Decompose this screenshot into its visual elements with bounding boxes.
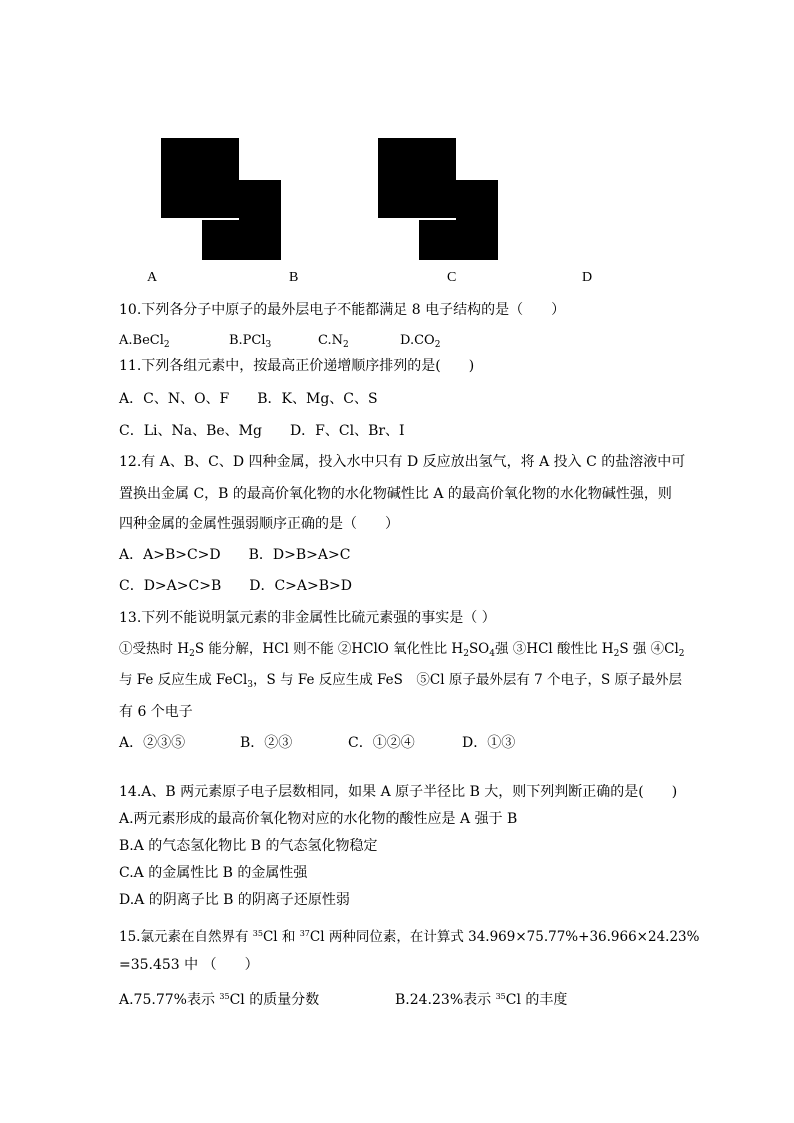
q13-stem: 13.下列不能说明氯元素的非金属性比硫元素强的事实是（ ） [119,610,496,626]
figure-square-small-2b [419,220,456,260]
q11-options-ab: A．C、N、O、F B．K、Mg、C、S [119,391,378,407]
q13-option-d: D．①③ [462,735,516,751]
q13-facts-line-3: 有 6 个电子 [119,704,193,720]
figure-square-small-1b [202,220,239,260]
q13-option-c: C．①②④ [348,735,415,751]
figure-label-d: D [582,270,593,285]
q15-options [119,988,567,1009]
figure-label-a: A [147,270,158,285]
q12-stem-line-1: 12.有 A、B、C、D 四种金属，投入水中只有 D 反应放出氢气，将 A 投入 C 的盐溶液中可 [119,454,686,470]
q14-option-c: C.A 的金属性比 B 的金属性强 [119,865,308,881]
q15-stem-line-1: 15.氯元素在自然界有 $^{35}$Cl 和 $^{37}$Cl 两种同位素，在计算式 34.969×75.77%+36.966×24.23% [119,929,700,945]
q13-option-a: A．②③⑤ [119,735,186,751]
figure-square-small-2a [456,180,498,260]
q10-option-b: B.PCl$_3$ [229,333,272,350]
q13-facts-line-2: 与 Fe 反应生成 FeCl$_3$，S 与 Fe 反应生成 FeS ⑤Cl 原子最外层有 7 个电子，S 原子最外层 [119,672,683,690]
figure-square-small-1a [239,180,281,260]
q11-stem: 11.下列各组元素中，按最高正价递增顺序排列的是( ) [119,358,475,374]
q12-options-cd: C．D>A>C>B D．C>A>B>D [119,578,352,594]
figure-label-c: C [447,270,457,285]
q14-option-d: D.A 的阴离子比 B 的阴离子还原性弱 [119,892,350,908]
q15-option-a: A.75.77%表示 $^{35}$Cl 的质量分数 [119,992,320,1008]
q11-options-cd: C．Li、Na、Be、Mg D．F、Cl、Br、I [119,423,405,439]
q10-option-a: A.BeCl$_2$ [119,333,170,350]
q13-option-b: B．②③ [240,735,293,751]
q14-stem: 14.A、B 两元素原子电子层数相同，如果 A 原子半径比 B 大，则下列判断正确的是( ) [119,784,678,800]
q12-stem-line-3: 四种金属的金属性强弱顺序正确的是（ ） [119,516,399,532]
q14-option-a: A.两元素形成的最高价氧化物对应的水化物的酸性应是 A 强于 B [119,811,518,827]
figure-label-b: B [289,270,299,285]
figure-square-large-1 [161,138,239,218]
q13-options [119,734,515,752]
q10-stem: 10.下列各分子中原子的最外层电子不能都满足 8 电子结构的是（ ） [119,302,566,318]
q10-option-d: $D.CO_2$ [400,333,441,350]
q14-option-b: B.A 的气态氢化物比 B 的气态氢化物稳定 [119,838,378,854]
q15-stem-line-2: =35.453 中 （ ） [119,957,259,973]
q15-option-b: B.24.23%表示 $^{35}$Cl 的丰度 [395,992,568,1008]
q13-facts-line-1: ①受热时 $H_2S$ 能分解，HCl 则不能 ②HClO 氧化性比 $H_2SO_4$强 ③HCl 酸性比 $H_2S$ 强 $④Cl_2$ [119,641,685,659]
q10-option-c: $C.N_2$ [318,333,349,350]
figure-square-large-2 [378,138,456,218]
q10-options [119,332,440,354]
q12-options-ab: A．A>B>C>D B．D>B>A>C [119,547,351,563]
q12-stem-line-2: 置换出金属 C，B 的最高价氧化物的水化物碱性比 A 的最高价氧化物的水化物碱性强，则 [119,486,672,502]
